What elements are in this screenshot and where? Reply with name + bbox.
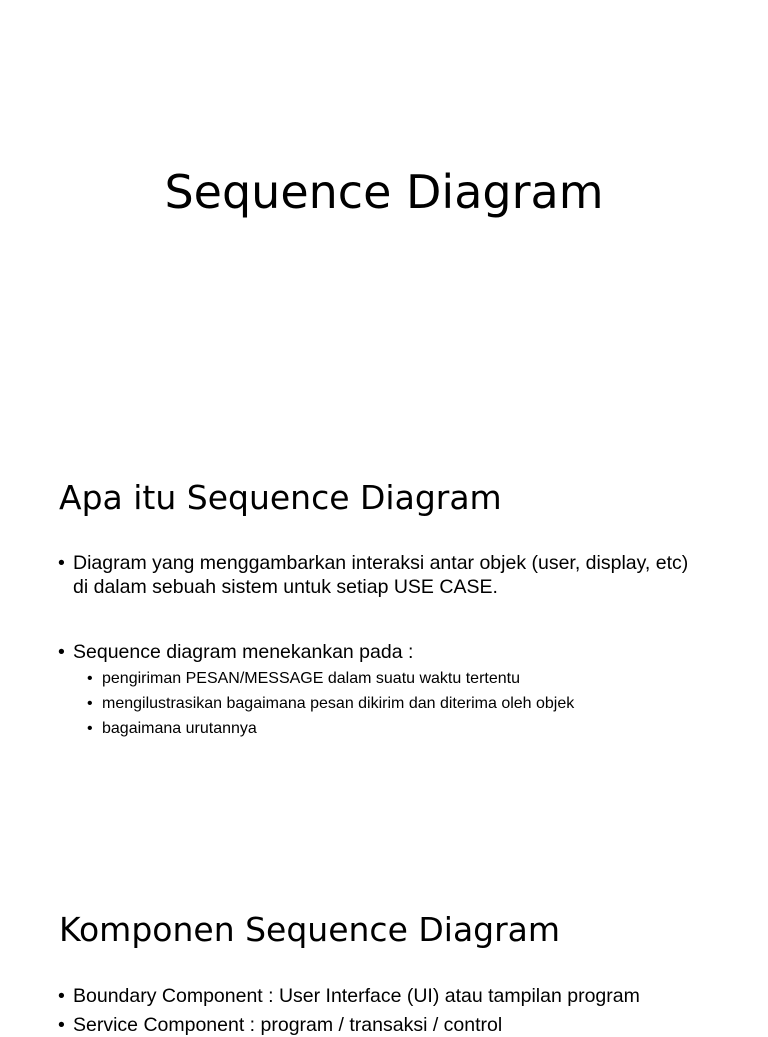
bullet-item	[58, 551, 698, 599]
bullet-dot: •	[87, 670, 93, 687]
sub-bullet-item	[87, 666, 698, 691]
bullet-dot: •	[58, 985, 65, 1007]
bullet-dot: •	[58, 552, 65, 574]
sub-bullet-text: bagaimana urutannya	[102, 720, 257, 737]
sub-bullet-list	[73, 666, 698, 741]
bullet-dot: •	[58, 641, 65, 663]
bullet-list-apa-itu	[58, 551, 698, 599]
bullet-dot: •	[87, 720, 93, 737]
bullet-text: Service Component : program / transaksi / control	[73, 1014, 503, 1036]
bullet-text: Diagram yang menggambarkan interaksi antar objek (user, display, etc) di dalam sebuah sistem untuk setiap USE CASE.	[73, 552, 689, 598]
sub-bullet-text: mengilustrasikan bagaimana pesan dikirim dan diterima oleh objek	[102, 695, 575, 712]
bullet-text: Sequence diagram menekankan pada :	[73, 641, 414, 663]
bullet-text: Boundary Component : User Interface (UI) atau tampilan program	[73, 985, 640, 1007]
bullet-dot: •	[58, 1014, 65, 1036]
bullet-item	[58, 1013, 738, 1037]
sub-bullet-text: pengiriman PESAN/MESSAGE dalam suatu waktu tertentu	[102, 670, 520, 687]
section-heading-komponen: Komponen Sequence Diagram	[59, 910, 561, 949]
section-heading-apa-itu: Apa itu Sequence Diagram	[59, 478, 502, 517]
bullet-item	[58, 984, 738, 1008]
bullet-item	[58, 640, 698, 741]
slide-title: Sequence Diagram	[164, 165, 604, 219]
sub-bullet-item	[87, 716, 698, 741]
bullet-dot: •	[87, 695, 93, 712]
bullet-list-menekankan	[58, 640, 698, 741]
sub-bullet-item	[87, 691, 698, 716]
bullet-list-komponen	[58, 984, 738, 1037]
